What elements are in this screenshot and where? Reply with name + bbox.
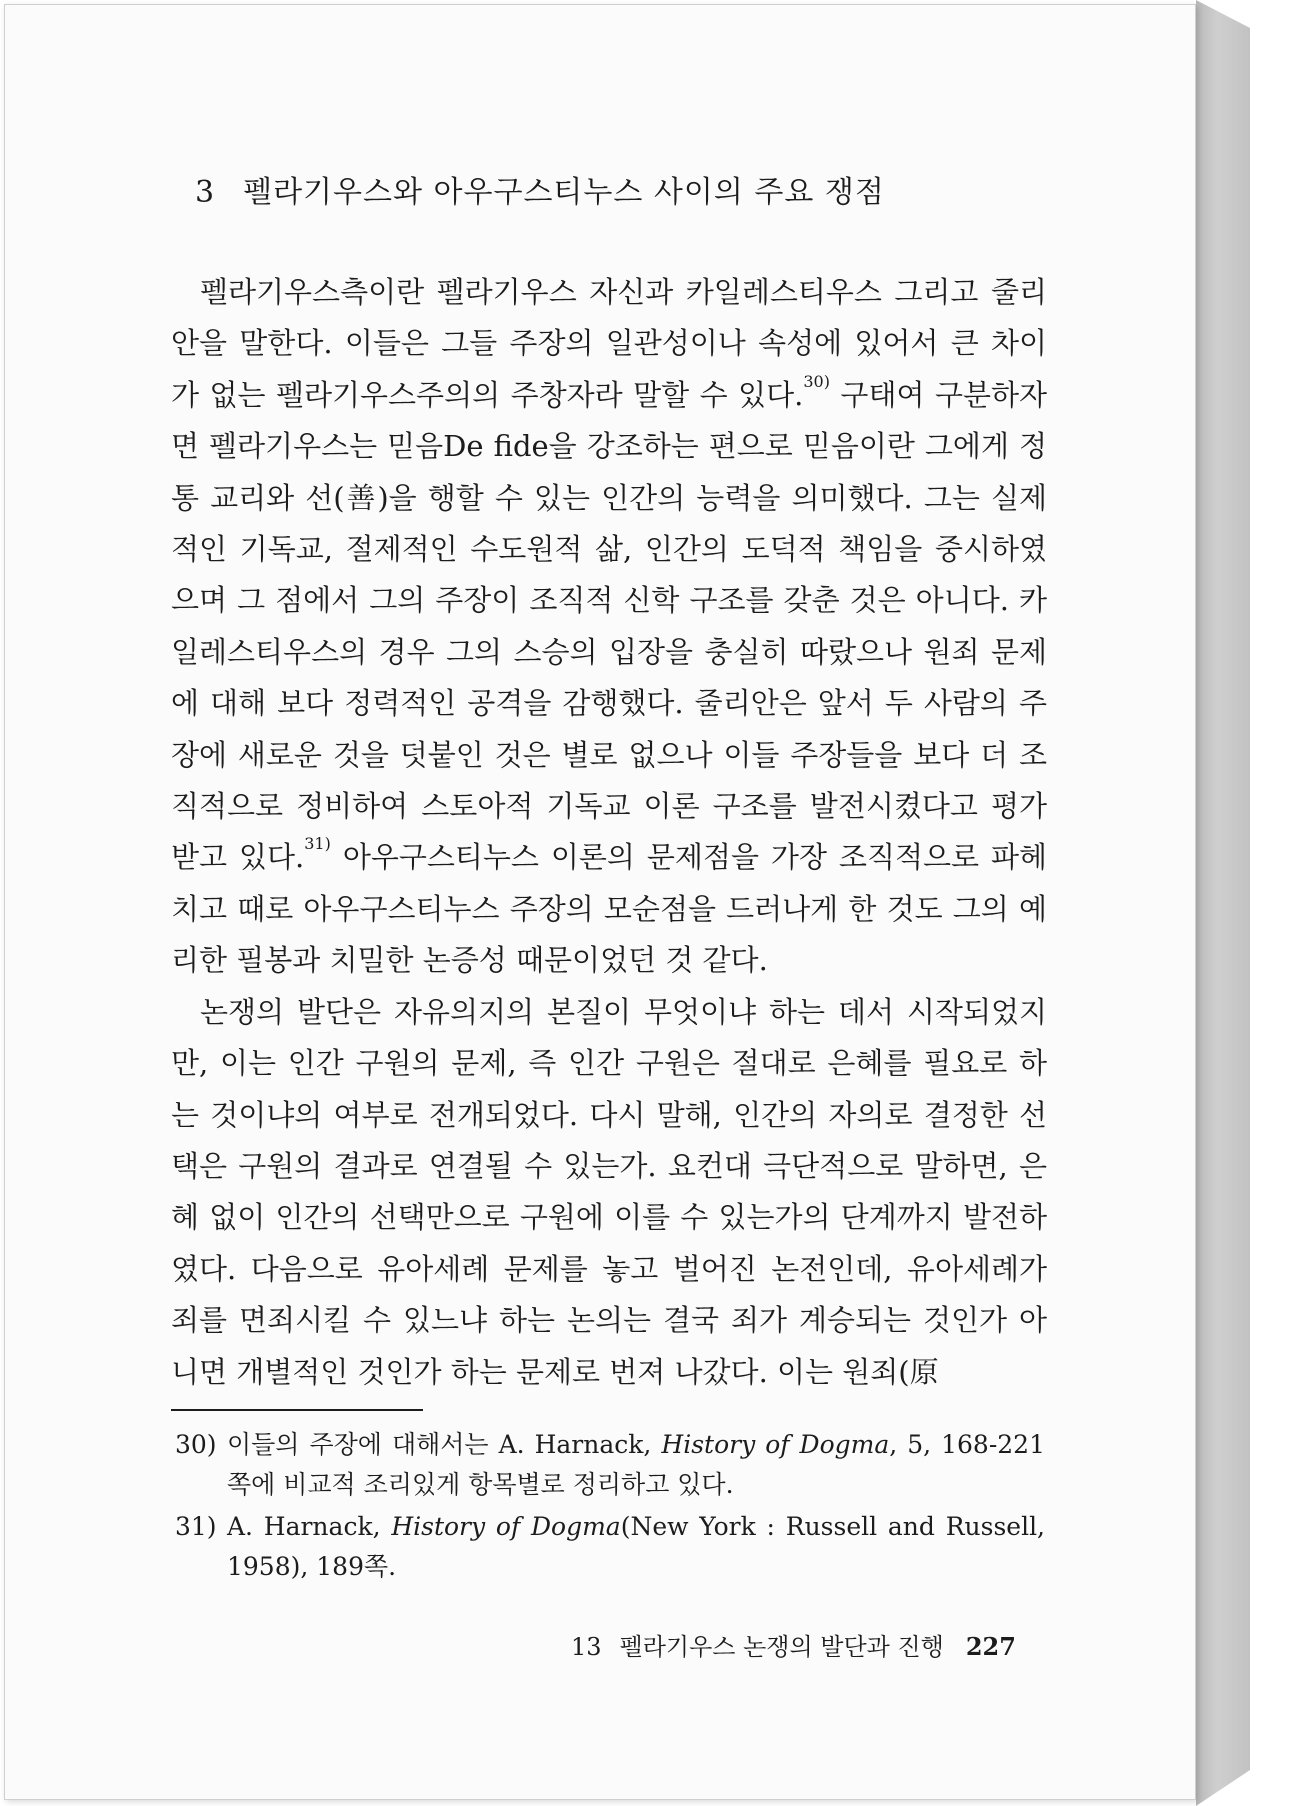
footnote-text: [215, 1425, 1045, 1505]
footnote-pre: 이들의 주장에 대해서는 A. Harnack,: [227, 1430, 662, 1459]
footnote-ref-30: 30): [803, 371, 830, 391]
footer-chapter-number: 13: [571, 1633, 602, 1661]
footnote-pre: A. Harnack,: [227, 1512, 392, 1541]
footnote-number: 30): [175, 1430, 217, 1459]
footer-chapter-title: 펠라기우스 논쟁의 발단과 진행: [619, 1633, 944, 1661]
section-title: 펠라기우스와 아우구스티누스 사이의 주요 쟁점: [243, 175, 885, 210]
footnotes: [175, 1425, 1045, 1587]
book-page: [4, 4, 1196, 1800]
section-number: 3: [195, 175, 216, 210]
page-number: 227: [965, 1632, 1016, 1661]
footnote-post: (New York : Russell and Russell, 1958), 189쪽.: [227, 1512, 1046, 1581]
section-heading: [195, 167, 885, 211]
footnote-number: 31): [175, 1512, 217, 1541]
footnote-post: , 5, 168-221쪽에 비교적 조리있게 항목별로 정리하고 있다.: [227, 1430, 1045, 1499]
paragraph-text: 아우구스티누스 이론의 문제점을 가장 조직적으로 파헤치고 때로 아우구스티누스 주장의 모순점을 드러나게 한 것도 그의 예리한 필봉과 치밀한 논증성 때문이었던 것 같다.: [171, 840, 1047, 978]
footnote-ref-31: 31): [304, 834, 331, 854]
paragraph-text: 구태여 구분하자면 펠라기우스는 믿음De fide을 강조하는 편으로 믿음이란 그에게 정통 교리와 선(善)을 행할 수 있는 인간의 능력을 의미했다. 그는 실제적인 기독교, 절제적인 수도원적 삶, 인간의 도덕적 책임을 중시하였으며 그 점에서 그의 주장이 조직적 신학 구조를 갖춘 것은 아니다. 카일레스티우스의 경우 그의 스승의 입장을 충실히 따랐으나 원죄 문제에 대해 보다 정력적인 공격을 감행했다. 줄리안은 앞서 두 사람의 주장에 새로운 것을 덧붙인 것은 별로 없으나 이들 주장들을 보다 더 조직적으로 정비하여 스토아적 기독교 이론 구조를 발전시켰다고 평가받고 있다.: [171, 377, 1047, 875]
footnote-30: [175, 1425, 1045, 1505]
footnote-31: [175, 1507, 1045, 1587]
running-footer: [571, 1627, 1016, 1662]
footnote-book-title: History of Dogma: [391, 1512, 621, 1541]
footnote-text: [215, 1507, 1045, 1587]
footnote-book-title: History of Dogma: [661, 1430, 890, 1459]
paragraph-text: 펠라기우스측이란 펠라기우스 자신과 카일레스티우스 그리고 줄리안을 말한다. 이들은 그들 주장의 일관성이나 속성에 있어서 큰 차이가 없는 펠라기우스주의의 주창자라 말할 수 있다.: [171, 275, 1047, 412]
body-text: [171, 267, 1047, 1398]
book-edge: [1196, 0, 1250, 1806]
footnote-divider: [171, 1409, 423, 1411]
paragraph-2: 논쟁의 발단은 자유의지의 본질이 무엇이냐 하는 데서 시작되었지만, 이는 인간 구원의 문제, 즉 인간 구원은 절대로 은혜를 필요로 하는 것이냐의 여부로 전개되었다. 다시 말해, 인간의 자의로 결정한 선택은 구원의 결과로 연결될 수 있는가. 요컨대 극단적으로 말하면, 은혜 없이 인간의 선택만으로 구원에 이를 수 있는가의 단계까지 발전하였다. 다음으로 유아세례 문제를 놓고 벌어진 논전인데, 유아세례가 죄를 면죄시킬 수 있느냐 하는 논의는 결국 죄가 계승되는 것인가 아니면 개별적인 것인가 하는 문제로 번져 나갔다. 이는 원죄(原: [171, 994, 1047, 1389]
paragraph-1: [171, 267, 1047, 987]
